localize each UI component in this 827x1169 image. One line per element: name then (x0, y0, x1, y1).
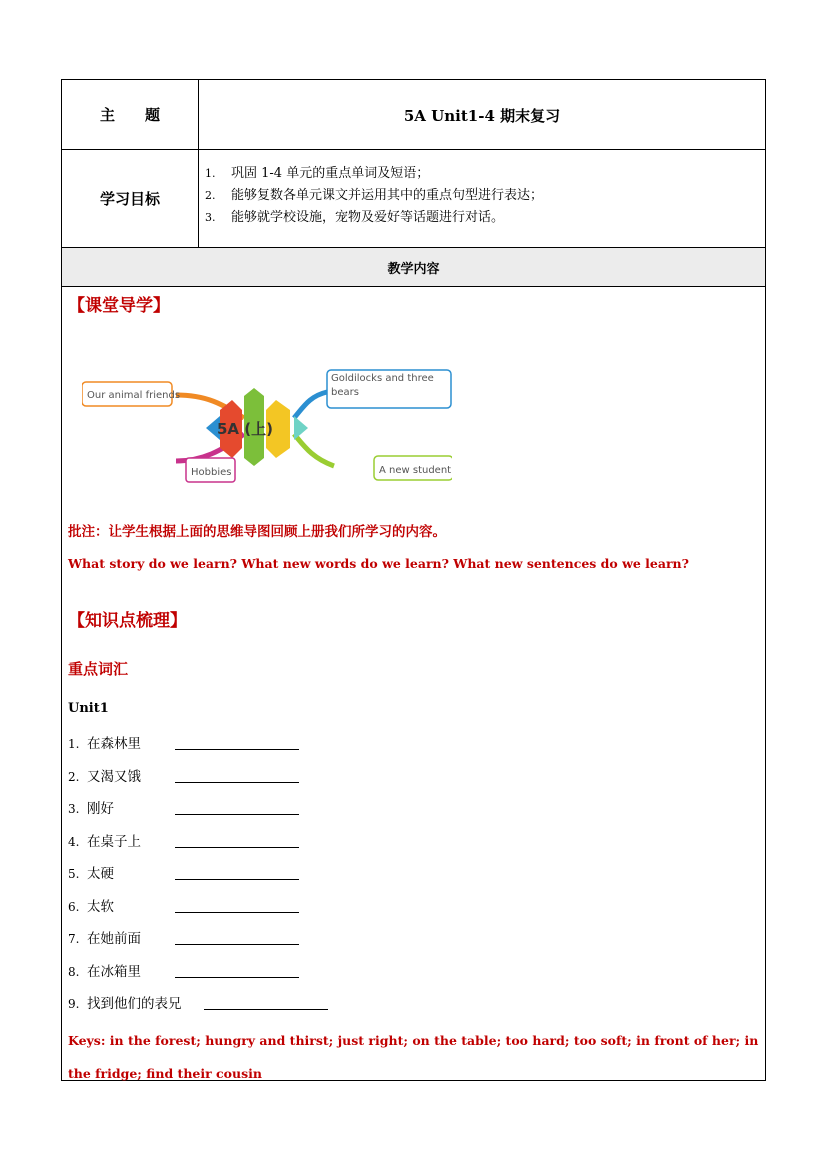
answer-blank[interactable] (175, 944, 299, 945)
node-goldilocks: Goldilocks and three bears (331, 373, 434, 398)
node-new-student: A new student (379, 465, 452, 476)
mind-map (82, 366, 452, 491)
vocab-item: 4. 在桌子上 (68, 830, 308, 850)
guide-heading: 【课堂导学】 (68, 296, 170, 316)
vocab-item: 7. 在她前面 (68, 927, 308, 947)
goal-item: 1. 巩固 1-4 单元的重点单词及短语； (205, 166, 430, 181)
answer-blank[interactable] (175, 977, 299, 978)
topic-value: 5A Unit1-4 期末复习 (403, 107, 561, 125)
connector-goldilocks (294, 392, 327, 418)
answer-blank[interactable] (175, 749, 299, 750)
node-goldilocks-wrap (331, 372, 449, 406)
topic-row (62, 80, 765, 150)
vocab-item: 8. 在冰箱里 (68, 960, 308, 980)
knowledge-heading: 【知识点梳理】 (68, 611, 187, 631)
connector-new-student (294, 434, 334, 466)
vocab-item: 3. 刚好 (68, 797, 308, 817)
goals-row (62, 150, 765, 248)
goals-label: 学习目标 (62, 150, 199, 247)
unit-label: Unit1 (68, 701, 109, 716)
teacher-note: 批注：让学生根据上面的思维导图回顾上册我们所学习的内容。 (68, 524, 446, 540)
node-hobbies: Hobbies (191, 467, 232, 478)
review-questions: What story do we learn? What new words do we learn? What new sentences do we learn? (68, 556, 689, 571)
content-label: 教学内容 (387, 262, 440, 277)
answer-blank[interactable] (204, 1009, 328, 1010)
answer-keys: Keys: in the forest; hungry and thirst; just right; on the table; too hard; too soft; in front of her; in the fridge; find their cousin (68, 1033, 759, 1081)
answer-blank[interactable] (175, 847, 299, 848)
answer-blank[interactable] (175, 912, 299, 913)
goal-item: 2. 能够复数各单元课文并运用其中的重点句型进行表达； (205, 188, 544, 203)
content-header-row (62, 248, 765, 287)
vocab-item: 9. 找到他们的表兄 (68, 992, 338, 1012)
vocab-item: 1. 在森林里 (68, 732, 308, 752)
node-animal: Our animal friends (87, 390, 181, 401)
vocab-item: 2. 又渴又饿 (68, 765, 308, 785)
center-arrow-right (294, 416, 308, 440)
center-label: 5A (上) (217, 420, 273, 438)
vocab-item: 5. 太硬 (68, 862, 308, 882)
vocab-title: 重点词汇 (68, 660, 129, 678)
goal-item: 3. 能够就学校设施，宠物及爱好等话题进行对话。 (205, 210, 505, 225)
vocab-item: 6. 太软 (68, 895, 308, 915)
topic-label: 主 题 (62, 80, 199, 149)
answer-blank[interactable] (175, 814, 299, 815)
lesson-table (61, 79, 766, 1081)
answer-blank[interactable] (175, 879, 299, 880)
answer-blank[interactable] (175, 782, 299, 783)
goals-list (205, 163, 543, 229)
